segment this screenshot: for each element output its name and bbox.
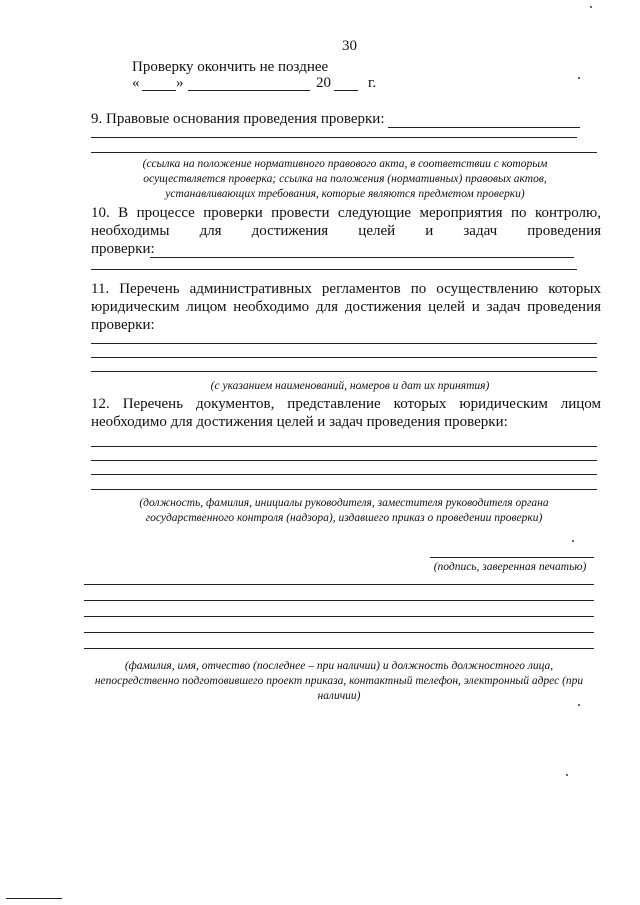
preparer-blank-1[interactable] [84,584,594,585]
deadline-label: Проверку окончить не позднее [132,59,329,75]
section-12-text: 12. Перечень документов, представление которых юридическим лицом необходимо для достижения целей и задач проведения проверки: [91,396,601,430]
section-10-line-2: необходимы для достижения целей и задач проведения [91,223,601,239]
signature-note: (подпись, заверенная печатью) [433,561,587,573]
month-blank[interactable] [188,90,310,91]
section-9-blank-2[interactable] [91,137,577,138]
section-10-line-1: 10. В процессе проверки провести следующие мероприятия по контролю, [91,205,601,221]
footnote-separator [6,898,62,899]
year-blank[interactable] [334,90,358,91]
section-10-blank-1[interactable] [150,257,574,258]
section-9-title: 9. Правовые основания проведения проверки: [91,111,385,127]
preparer-blank-4[interactable] [84,632,594,633]
section-11-note: (с указанием наименований, номеров и дат их принятия) [210,380,490,392]
scan-speck [578,704,580,706]
quote-close: » [176,75,184,91]
preparer-blank-3[interactable] [84,616,594,617]
preparer-blank-2[interactable] [84,600,594,601]
preparer-note: (фамилия, имя, отчество (последнее – при наличии) и должность должностного лица, непосредственно подготовившего проект приказа, контактный телефон, электронный адрес (при наличии) [94,660,584,702]
section-11-blank-3[interactable] [91,371,597,372]
section-10-blank-2[interactable] [91,269,577,270]
section-12-blank-2[interactable] [91,460,597,461]
year-prefix: 20 [316,75,331,91]
quote-open: « [132,75,140,91]
preparer-blank-5[interactable] [84,648,594,649]
official-note: (должность, фамилия, инициалы руководителя, заместителя руководителя органа государственного контроля (надзора), издавшего приказ о проведении проверки) [139,497,549,524]
section-9-note: (ссылка на положение нормативного правового акта, в соответствии с которым осуществляется проверка; ссылка на положения (нормативных) правовых актов, устанавливающих требования, которые являются предметом проверки) [142,158,548,200]
section-9-blank-3[interactable] [91,152,597,153]
section-11-text: 11. Перечень административных регламентов по осуществлению которых юридическим лицом необходимо для достижения целей и задач проведения проверки: [91,281,601,333]
scan-speck [566,774,568,776]
section-11-blank-2[interactable] [91,357,597,358]
scan-speck [590,6,592,8]
scan-speck [578,77,580,79]
year-suffix: г. [368,75,377,91]
section-12-blank-4[interactable] [91,489,597,490]
deadline-date-row [132,74,392,94]
section-9-blank-1[interactable] [388,127,580,128]
section-12-blank-3[interactable] [91,474,597,475]
section-12-blank-1[interactable] [91,446,597,447]
scan-speck [572,540,574,542]
page-number: 30 [342,38,357,54]
section-11-blank-1[interactable] [91,343,597,344]
signature-blank[interactable] [430,557,594,558]
day-blank[interactable] [142,90,176,91]
section-10-line-3: проверки: [91,241,155,257]
